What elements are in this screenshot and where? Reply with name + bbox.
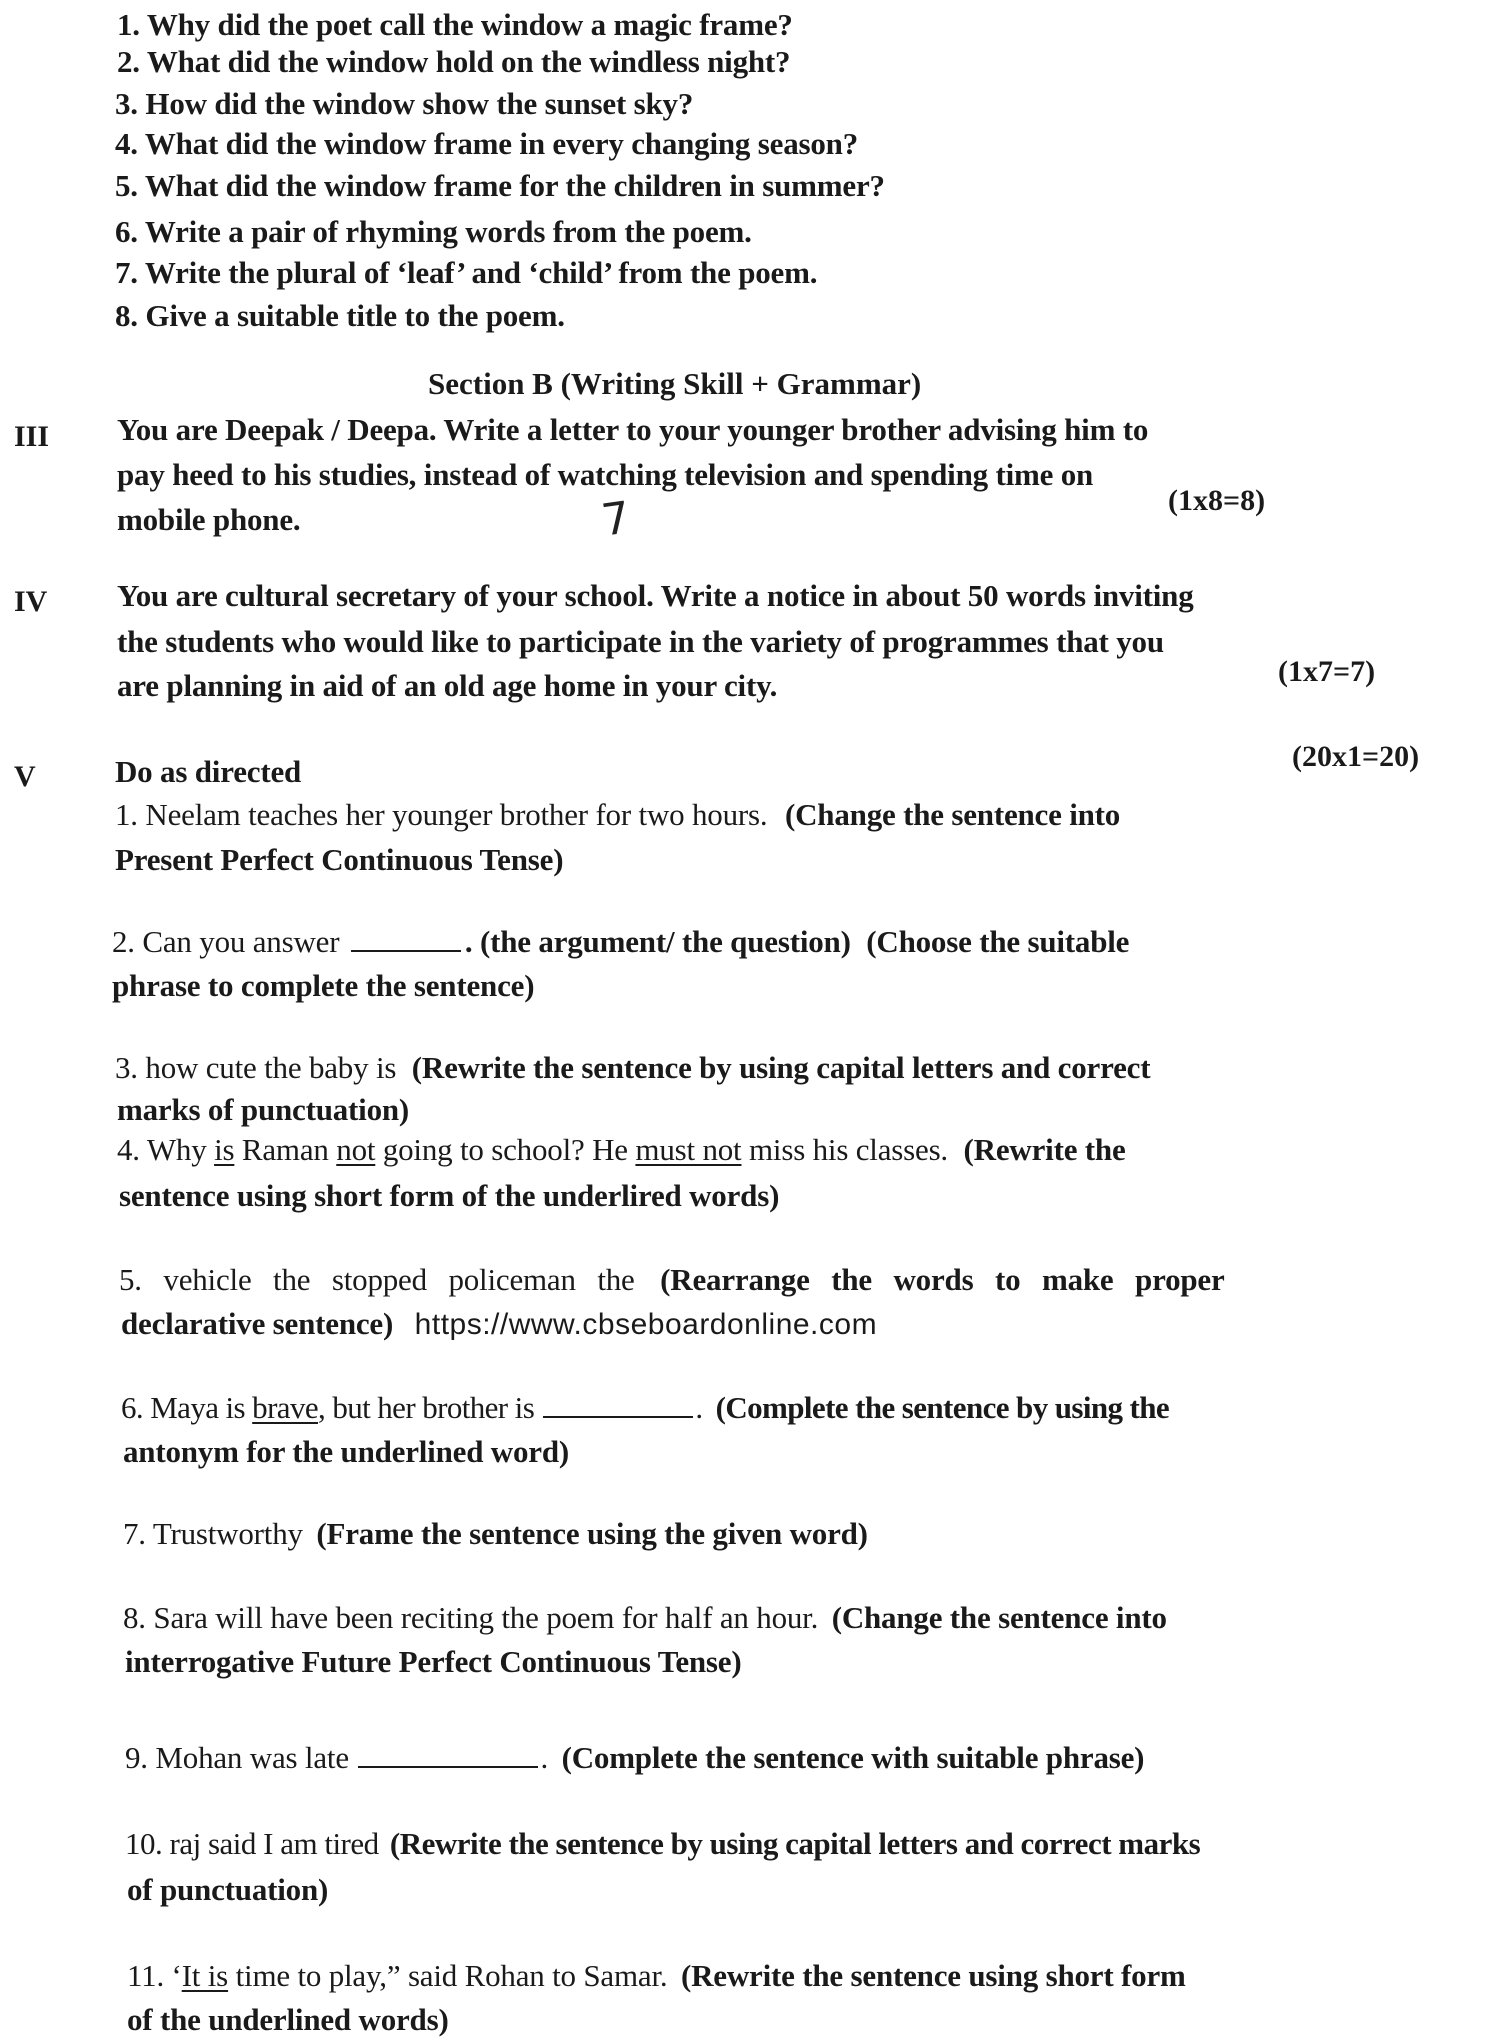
grammar-item-9 [125,1738,1144,1778]
item-8-instruction: (Change the sentence into [831,1600,1167,1635]
item-10-instruction-cont: of punctuation) [127,1872,329,1907]
poem-question-1: 1. Why did the poet call the window a magic frame? [117,7,793,42]
item-6-period: . [695,1390,703,1425]
poem-question-2: 2. What did the window hold on the windless night? [117,44,791,79]
item-2-options: . (the argument/ the question) [464,924,851,959]
item-11-underlined-it-is: It is [181,1958,229,1993]
grammar-item-3 [115,1048,1150,1088]
item-1-instruction-cont: Present Perfect Continuous Tense) [115,842,564,877]
item-2-blank [351,924,461,952]
poem-question-4: 4. What did the window frame in every changing season? [115,126,859,161]
poem-question-3: 3. How did the window show the sunset sky? [115,86,694,121]
item-6-text: , but her brother is [318,1390,535,1425]
handwritten-mark: 7 [598,492,634,547]
item-10-sentence: 10. raj said I am tired [125,1826,379,1861]
notice-question-line-1: You are cultural secretary of your school. Write a notice in about 50 words inviting [117,578,1194,613]
grammar-item-2 [112,922,1129,962]
item-4-instruction: (Rewrite the [963,1132,1126,1167]
item-3-instruction-cont: marks of punctuation) [117,1092,410,1127]
item-5-jumbled-words: 5. vehicle the stopped policeman the [119,1262,635,1297]
item-8-sentence: 8. Sara will have been reciting the poem for half an hour. [123,1600,819,1635]
item-3-sentence: 3. how cute the baby is [115,1050,397,1085]
grammar-item-1 [115,795,1445,835]
grammar-item-5 [119,1260,1225,1300]
item-11-text: time to play,” said Rohan to Samar. [228,1958,668,1993]
item-5-instruction-cont [121,1304,877,1345]
item-3-instruction: (Rewrite the sentence by using capital letters and correct [411,1050,1151,1085]
item-5-instruction: (Rearrange the words to make proper [660,1262,1225,1297]
grammar-item-11 [127,1956,1186,1996]
section-b-title: Section B (Writing Skill + Grammar) [428,366,922,401]
item-2-instruction-cont: phrase to complete the sentence) [112,968,535,1003]
item-1-sentence: 1. Neelam teaches her younger brother for two hours. [115,797,768,832]
poem-question-6: 6. Write a pair of rhyming words from the poem. [115,214,752,249]
question-number-iii: III [14,420,50,453]
item-11-text: 11. ‘ [127,1958,182,1993]
item-9-instruction: (Complete the sentence with suitable phrase) [561,1740,1145,1775]
grammar-marks: (20x1=20) [1292,740,1420,773]
item-9-blank [358,1740,538,1768]
question-number-v: V [14,760,36,793]
grammar-item-8 [123,1598,1167,1638]
item-6-instruction: (Complete the sentence by using the [715,1390,1170,1425]
item-4-text: going to school? He [375,1132,636,1167]
item-4-text: 4. Why [117,1132,215,1167]
item-4-underlined-must-not: must not [635,1132,742,1167]
notice-marks: (1x7=7) [1278,655,1376,688]
letter-question-line-3: mobile phone. [117,502,301,537]
item-6-underlined-brave: brave [252,1390,319,1425]
item-6-instruction-cont: antonym for the underlined word) [123,1434,569,1469]
item-10-instruction: (Rewrite the sentence by using capital letters and correct marks [389,1826,1201,1861]
item-9-sentence: 9. Mohan was late [125,1740,349,1775]
item-4-text: Raman [234,1132,337,1167]
do-as-directed-heading: Do as directed [115,754,302,789]
item-4-underlined-is: is [214,1132,235,1167]
grammar-item-10 [125,1824,1200,1864]
item-5-instruction-text: declarative sentence) [121,1306,394,1341]
item-7-word: 7. Trustworthy [123,1516,303,1551]
item-2-sentence: 2. Can you answer [112,924,340,959]
poem-question-8: 8. Give a suitable title to the poem. [115,298,565,333]
letter-marks: (1x8=8) [1168,484,1266,517]
item-2-instruction: (Choose the suitable [866,924,1130,959]
item-11-instruction-cont: of the underlined words) [127,2002,449,2037]
item-7-instruction: (Frame the sentence using the given word) [316,1516,868,1551]
item-6-text: 6. Maya is [121,1390,253,1425]
item-4-text: miss his classes. [741,1132,948,1167]
grammar-item-4 [117,1130,1126,1170]
poem-question-5: 5. What did the window frame for the children in summer? [115,168,885,203]
question-number-iv: IV [14,585,48,618]
notice-question-line-3: are planning in aid of an old age home in your city. [117,668,778,703]
item-6-blank [543,1390,693,1418]
letter-question-line-2: pay heed to his studies, instead of watching television and spending time on [117,457,1094,492]
item-4-instruction-cont: sentence using short form of the underlired words) [119,1178,780,1213]
item-9-period: . [540,1740,549,1775]
grammar-item-7 [123,1514,868,1554]
watermark-url: https://www.cbseboardonline.com [414,1308,878,1341]
item-1-instruction: (Change the sentence into [785,797,1121,832]
item-4-underlined-not: not [336,1132,376,1167]
letter-question-line-1: You are Deepak / Deepa. Write a letter to your younger brother advising him to [117,412,1149,447]
poem-question-7: 7. Write the plural of ‘leaf’ and ‘child’ from the poem. [115,255,818,290]
item-11-instruction: (Rewrite the sentence using short form [680,1958,1186,1993]
grammar-item-6 [121,1388,1169,1428]
item-8-instruction-cont: interrogative Future Perfect Continuous Tense) [125,1644,742,1679]
notice-question-line-2: the students who would like to participate in the variety of programmes that you [117,624,1164,659]
